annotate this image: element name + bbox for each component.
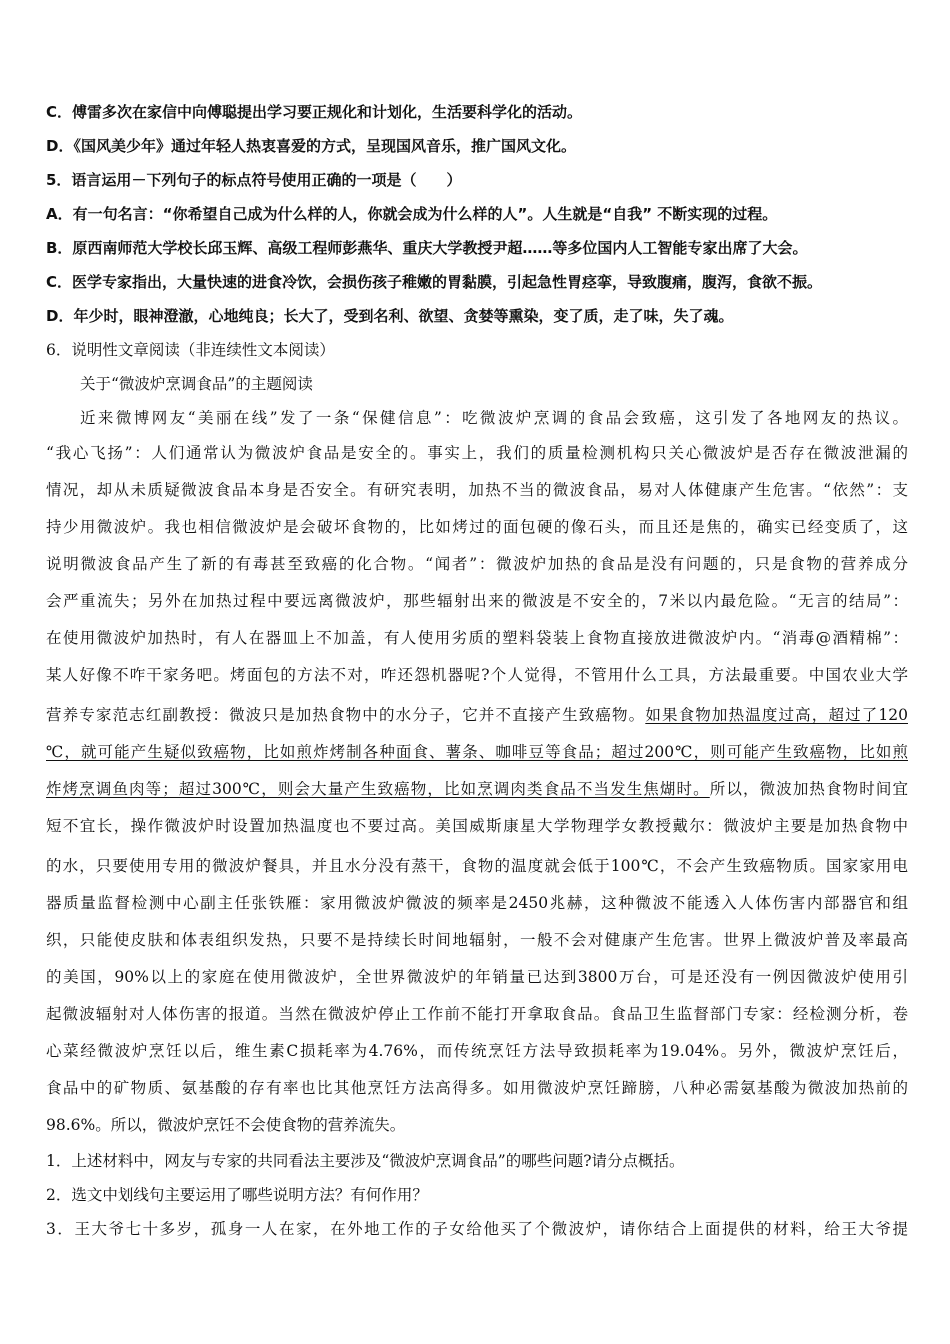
- passage-line: 的水，只要使用专用的微波炉餐具，并且水分没有蒸干，食物的温度就会低于100℃，不会产生致癌物质。国家家用电: [46, 857, 908, 875]
- passage-line: 织，只能使皮肤和体表组织发热，只要不是持续长时间地辐射，一般不会对健康产生危害。世界上微波炉普及率最高: [46, 931, 908, 949]
- underlined-sentence: ℃，就可能产生疑似致癌物，比如煎炸烤制各种面食、薯条、咖啡豆等食品；超过200℃，则可能产生致癌物，比如煎: [46, 743, 908, 761]
- passage-line: “我心飞扬”：人们通常认为微波炉食品是安全的。事实上，我们的质量检测机构只关心微波炉是否存在微波泄漏的: [46, 444, 908, 462]
- question-5-stem: 5．语言运用－下列句子的标点符号使用正确的一项是（ ）: [46, 171, 462, 189]
- passage-line: 98.6%。所以，微波炉烹饪不会使食物的营养流失。: [46, 1116, 406, 1134]
- option-c-q5: C．医学专家指出，大量快速的进食冷饮，会损伤孩子稚嫩的胃黏膜，引起急性胃痉挛，导致腹痛，腹泻，食欲不振。: [46, 273, 823, 291]
- passage-line: 短不宜长，操作微波炉时设置加热温度也不要过高。美国威斯康星大学物理学女教授戴尔：微波炉主要是加热食物中: [46, 817, 908, 835]
- underlined-sentence: 如果食物加热温度过高，超过了120: [645, 706, 908, 724]
- passage-line: 的美国，90%以上的家庭在使用微波炉，全世界微波炉的年销量已达到3800万台，可是还没有一例因微波炉使用引: [46, 968, 908, 986]
- option-a-q5: A．有一句名言：“你希望自己成为什么样的人，你就会成为什么样的人”。人生就是“自我” 不断实现的过程。: [46, 205, 778, 223]
- passage-line: 持少用微波炉。我也相信微波炉是会破坏食物的，比如烤过的面包硬的像石头，而且还是焦的，确实已经变质了，这: [46, 518, 908, 536]
- option-b-q5: B．原西南师范大学校长邱玉辉、高级工程师彭燕华、重庆大学教授尹超……等多位国内人工智能专家出席了大会。: [46, 239, 808, 257]
- passage-text: 营养专家范志红副教授：微波只是加热食物中的水分子，它并不直接产生致癌物。: [46, 706, 646, 724]
- passage-line: [46, 704, 908, 726]
- option-d-q4: D．《国风美少年》通过年轻人热衷喜爱的方式，呈现国风音乐，推广国风文化。: [46, 137, 576, 155]
- passage-line: 在使用微波炉加热时，有人在器皿上不加盖，有人使用劣质的塑料袋装上食物直接放进微波炉内。“消毒@酒精棉”：: [46, 629, 908, 647]
- passage-line: [46, 741, 908, 763]
- passage-line: [46, 778, 908, 800]
- passage-line: 某人好像不咋干家务吧。烤面包的方法不对，咋还怨机器呢?个人觉得，不管用什么工具，方法最重要。中国农业大学: [46, 666, 908, 684]
- passage-line: 器质量监督检测中心副主任张铁雁：家用微波炉微波的频率是2450兆赫，这种微波不能透入人体伤害内部器官和组: [46, 894, 908, 912]
- passage-line: 会严重流失；另外在加热过程中要远离微波炉，那些辐射出来的微波是不安全的，7米以内最危险。“无言的结局”：: [46, 592, 908, 610]
- question-6-heading: 6．说明性文章阅读（非连续性文本阅读）: [46, 341, 335, 359]
- option-d-q5: D．年少时，眼神澄澈，心地纯良；长大了，受到名利、欲望、贪婪等熏染，变了质，走了味，失了魂。: [46, 307, 734, 325]
- passage-line: 情况，却从未质疑微波食品本身是否安全。有研究表明，加热不当的微波食品，易对人体健康产生危害。“依然”：支: [46, 481, 908, 499]
- subquestion-2: 2．选文中划线句主要运用了哪些说明方法？有何作用？: [46, 1186, 428, 1204]
- passage-line: 起微波辐射对人体伤害的报道。当然在微波炉停止工作前不能打开拿取食品。食品卫生监督部门专家：经检测分析，卷: [46, 1005, 908, 1023]
- subquestion-3: 3．王大爷七十多岁，孤身一人在家，在外地工作的子女给他买了个微波炉，请你结合上面提供的材料，给王大爷提: [46, 1220, 908, 1238]
- passage-line: 说明微波食品产生了新的有毒甚至致癌的化合物。“闻者”：微波炉加热的食品是没有问题的，只是食物的营养成分: [46, 555, 908, 573]
- option-c-q4: C．傅雷多次在家信中向傅聪提出学习要正规化和计划化，生活要科学化的活动。: [46, 103, 583, 121]
- passage-line: 近来微博网友“美丽在线”发了一条“保健信息”：吃微波炉烹调的食品会致癌，这引发了各地网友的热议。: [80, 409, 908, 427]
- passage-text: 所以，微波加热食物时间宜: [709, 780, 908, 798]
- passage-line: 心菜经微波炉烹饪以后，维生素C损耗率为4.76%，而传统烹饪方法导致损耗率为19.04%。另外，微波炉烹饪后，: [46, 1042, 908, 1060]
- subquestion-1: 1．上述材料中，网友与专家的共同看法主要涉及“微波炉烹调食品”的哪些问题?请分点概括。: [46, 1152, 685, 1170]
- underlined-sentence: 炸烤烹调鱼肉等；超过300℃，则会大量产生致癌物，比如烹调肉类食品不当发生焦煳时。: [46, 780, 710, 798]
- passage-line: 食品中的矿物质、氨基酸的存有率也比其他烹饪方法高得多。如用微波炉烹饪蹄膀，八种必需氨基酸为微波加热前的: [46, 1079, 908, 1097]
- reading-title: 关于“微波炉烹调食品”的主题阅读: [80, 375, 313, 393]
